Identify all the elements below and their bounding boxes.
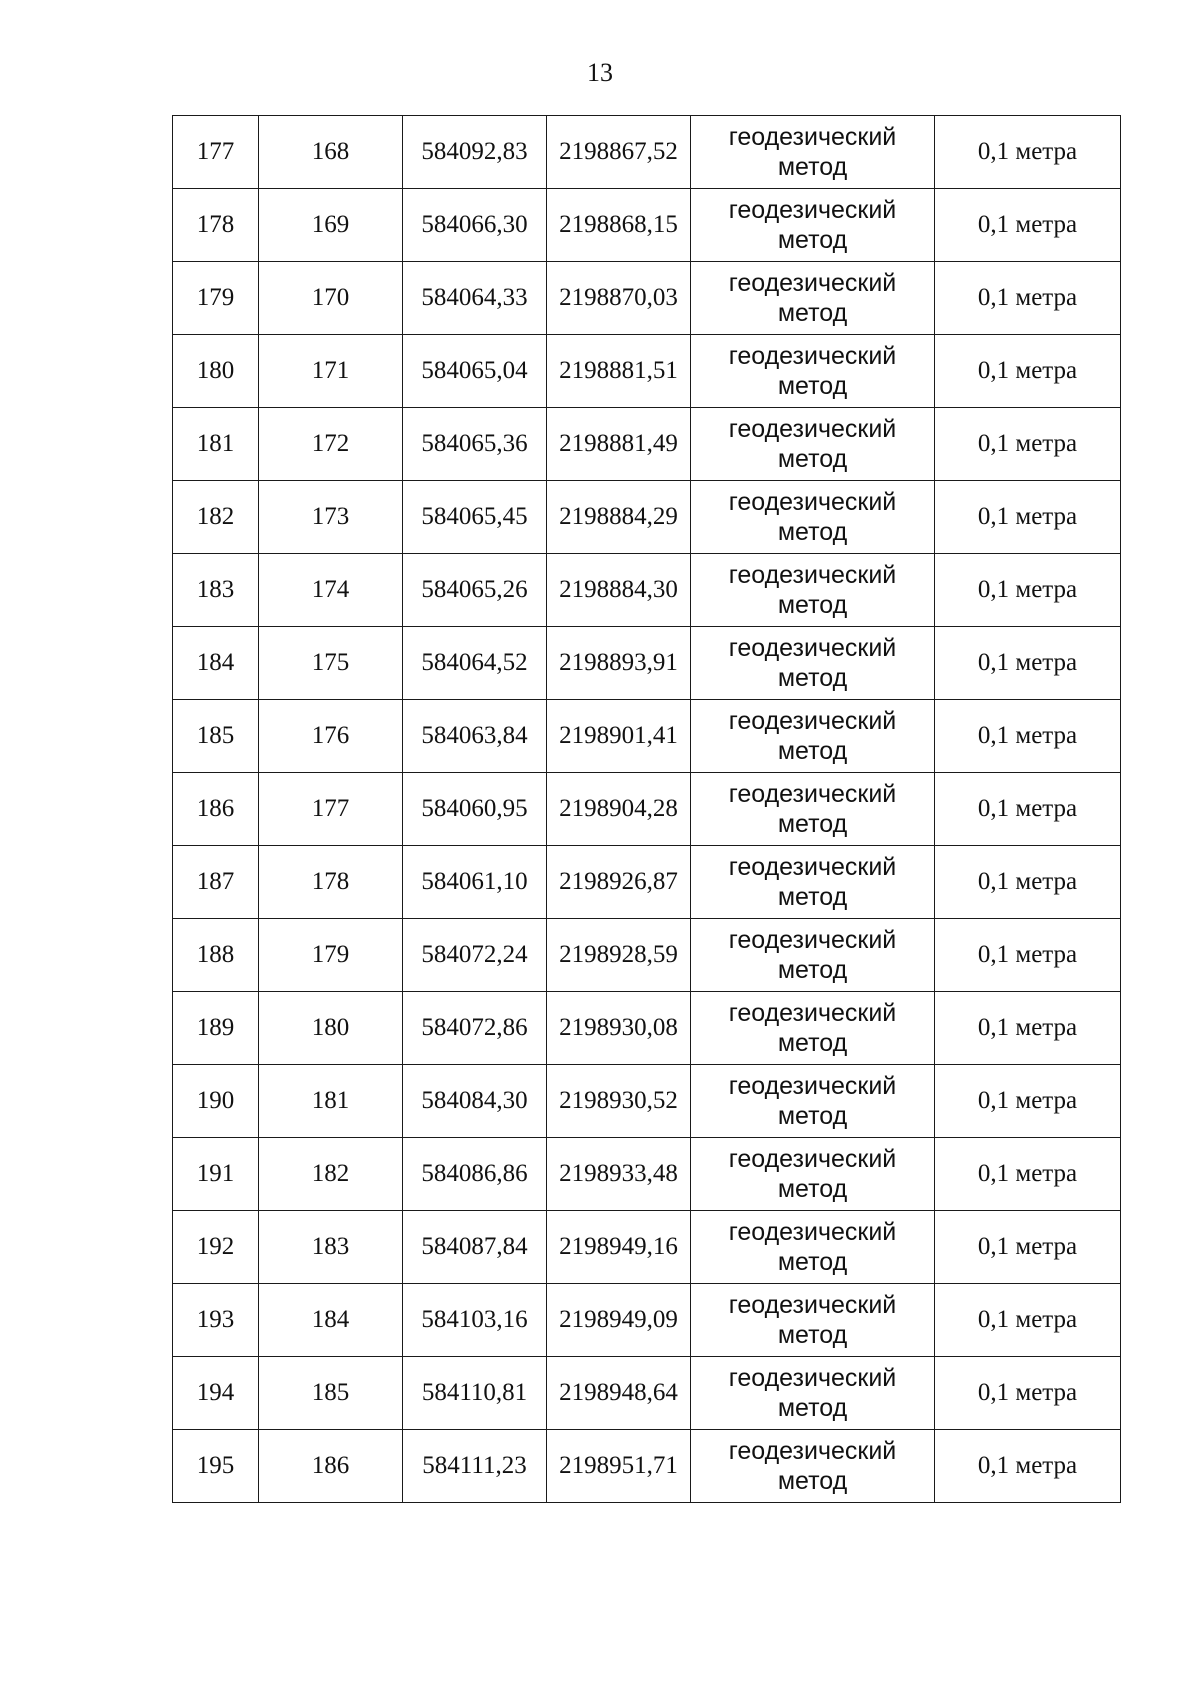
y-coordinate-cell: 2198951,71 [547, 1430, 691, 1503]
method-cell [691, 408, 935, 481]
method-text: метод [777, 1321, 848, 1349]
coordinates-table [172, 115, 1121, 1503]
method-cell [691, 481, 935, 554]
accuracy-cell: 0,1 метра [935, 1065, 1121, 1138]
x-coordinate-cell: 584084,30 [403, 1065, 547, 1138]
y-coordinate-cell: 2198926,87 [547, 846, 691, 919]
accuracy-cell: 0,1 метра [935, 700, 1121, 773]
accuracy-cell: 0,1 метра [935, 1357, 1121, 1430]
table-row [173, 846, 1121, 919]
row-number-cell: 189 [173, 992, 259, 1065]
method-cell [691, 919, 935, 992]
method-text: геодезический [728, 1364, 897, 1392]
method-cell [691, 189, 935, 262]
method-text: метод [777, 591, 848, 619]
y-coordinate-cell: 2198904,28 [547, 773, 691, 846]
point-number-cell: 171 [259, 335, 403, 408]
row-number-cell: 188 [173, 919, 259, 992]
y-coordinate-cell: 2198949,16 [547, 1211, 691, 1284]
accuracy-cell: 0,1 метра [935, 627, 1121, 700]
method-cell [691, 262, 935, 335]
row-number-cell: 185 [173, 700, 259, 773]
method-text: геодезический [728, 1072, 897, 1100]
method-text: метод [777, 1394, 848, 1422]
table-row [173, 700, 1121, 773]
x-coordinate-cell: 584111,23 [403, 1430, 547, 1503]
x-coordinate-cell: 584086,86 [403, 1138, 547, 1211]
table-row [173, 262, 1121, 335]
method-cell [691, 554, 935, 627]
row-number-cell: 181 [173, 408, 259, 481]
table-row [173, 481, 1121, 554]
y-coordinate-cell: 2198928,59 [547, 919, 691, 992]
method-text: геодезический [728, 853, 897, 881]
method-cell [691, 116, 935, 189]
x-coordinate-cell: 584072,24 [403, 919, 547, 992]
row-number-cell: 195 [173, 1430, 259, 1503]
method-cell [691, 1065, 935, 1138]
row-number-cell: 180 [173, 335, 259, 408]
point-number-cell: 185 [259, 1357, 403, 1430]
x-coordinate-cell: 584065,36 [403, 408, 547, 481]
row-number-cell: 179 [173, 262, 259, 335]
x-coordinate-cell: 584066,30 [403, 189, 547, 262]
accuracy-cell: 0,1 метра [935, 262, 1121, 335]
accuracy-cell: 0,1 метра [935, 846, 1121, 919]
y-coordinate-cell: 2198867,52 [547, 116, 691, 189]
accuracy-cell: 0,1 метра [935, 773, 1121, 846]
method-text: геодезический [728, 1145, 897, 1173]
point-number-cell: 179 [259, 919, 403, 992]
table-row [173, 773, 1121, 846]
method-text: метод [777, 1248, 848, 1276]
accuracy-cell: 0,1 метра [935, 481, 1121, 554]
table-row [173, 1357, 1121, 1430]
point-number-cell: 168 [259, 116, 403, 189]
method-cell [691, 1357, 935, 1430]
x-coordinate-cell: 584087,84 [403, 1211, 547, 1284]
table-row [173, 335, 1121, 408]
y-coordinate-cell: 2198893,91 [547, 627, 691, 700]
accuracy-cell: 0,1 метра [935, 1430, 1121, 1503]
method-cell [691, 846, 935, 919]
method-text: геодезический [728, 926, 897, 954]
method-text: геодезический [728, 1437, 897, 1465]
table-row [173, 408, 1121, 481]
y-coordinate-cell: 2198948,64 [547, 1357, 691, 1430]
row-number-cell: 192 [173, 1211, 259, 1284]
method-cell [691, 700, 935, 773]
row-number-cell: 186 [173, 773, 259, 846]
x-coordinate-cell: 584064,52 [403, 627, 547, 700]
table-row [173, 627, 1121, 700]
method-text: геодезический [728, 342, 897, 370]
method-cell [691, 992, 935, 1065]
method-text: метод [777, 810, 848, 838]
table-row [173, 1138, 1121, 1211]
method-cell [691, 1284, 935, 1357]
method-text: метод [777, 1175, 848, 1203]
y-coordinate-cell: 2198881,51 [547, 335, 691, 408]
accuracy-cell: 0,1 метра [935, 189, 1121, 262]
x-coordinate-cell: 584092,83 [403, 116, 547, 189]
method-text: геодезический [728, 123, 897, 151]
row-number-cell: 182 [173, 481, 259, 554]
table-row [173, 1430, 1121, 1503]
point-number-cell: 180 [259, 992, 403, 1065]
row-number-cell: 190 [173, 1065, 259, 1138]
table-row [173, 189, 1121, 262]
accuracy-cell: 0,1 метра [935, 1211, 1121, 1284]
x-coordinate-cell: 584103,16 [403, 1284, 547, 1357]
accuracy-cell: 0,1 метра [935, 919, 1121, 992]
method-text: метод [777, 226, 848, 254]
method-text: метод [777, 737, 848, 765]
method-text: геодезический [728, 634, 897, 662]
accuracy-cell: 0,1 метра [935, 1284, 1121, 1357]
table-row [173, 116, 1121, 189]
x-coordinate-cell: 584065,45 [403, 481, 547, 554]
y-coordinate-cell: 2198949,09 [547, 1284, 691, 1357]
table-row [173, 1211, 1121, 1284]
table-row [173, 1065, 1121, 1138]
x-coordinate-cell: 584064,33 [403, 262, 547, 335]
method-text: геодезический [728, 1218, 897, 1246]
y-coordinate-cell: 2198868,15 [547, 189, 691, 262]
method-text: метод [777, 1102, 848, 1130]
y-coordinate-cell: 2198884,30 [547, 554, 691, 627]
accuracy-cell: 0,1 метра [935, 335, 1121, 408]
method-text: геодезический [728, 707, 897, 735]
method-cell [691, 627, 935, 700]
row-number-cell: 177 [173, 116, 259, 189]
row-number-cell: 191 [173, 1138, 259, 1211]
method-text: метод [777, 956, 848, 984]
method-text: метод [777, 664, 848, 692]
row-number-cell: 183 [173, 554, 259, 627]
x-coordinate-cell: 584065,26 [403, 554, 547, 627]
accuracy-cell: 0,1 метра [935, 408, 1121, 481]
x-coordinate-cell: 584061,10 [403, 846, 547, 919]
accuracy-cell: 0,1 метра [935, 992, 1121, 1065]
point-number-cell: 170 [259, 262, 403, 335]
point-number-cell: 175 [259, 627, 403, 700]
y-coordinate-cell: 2198881,49 [547, 408, 691, 481]
point-number-cell: 178 [259, 846, 403, 919]
x-coordinate-cell: 584072,86 [403, 992, 547, 1065]
method-cell [691, 1138, 935, 1211]
method-text: геодезический [728, 415, 897, 443]
point-number-cell: 173 [259, 481, 403, 554]
y-coordinate-cell: 2198870,03 [547, 262, 691, 335]
page-number: 13 [587, 58, 613, 87]
y-coordinate-cell: 2198930,52 [547, 1065, 691, 1138]
method-cell [691, 773, 935, 846]
point-number-cell: 169 [259, 189, 403, 262]
method-text: геодезический [728, 780, 897, 808]
method-text: метод [777, 445, 848, 473]
row-number-cell: 178 [173, 189, 259, 262]
row-number-cell: 193 [173, 1284, 259, 1357]
method-cell [691, 335, 935, 408]
y-coordinate-cell: 2198901,41 [547, 700, 691, 773]
accuracy-cell: 0,1 метра [935, 554, 1121, 627]
point-number-cell: 181 [259, 1065, 403, 1138]
method-text: геодезический [728, 196, 897, 224]
point-number-cell: 172 [259, 408, 403, 481]
y-coordinate-cell: 2198933,48 [547, 1138, 691, 1211]
point-number-cell: 182 [259, 1138, 403, 1211]
table-row [173, 554, 1121, 627]
y-coordinate-cell: 2198884,29 [547, 481, 691, 554]
point-number-cell: 183 [259, 1211, 403, 1284]
method-cell [691, 1430, 935, 1503]
y-coordinate-cell: 2198930,08 [547, 992, 691, 1065]
table-row [173, 919, 1121, 992]
x-coordinate-cell: 584060,95 [403, 773, 547, 846]
method-text: геодезический [728, 269, 897, 297]
point-number-cell: 184 [259, 1284, 403, 1357]
x-coordinate-cell: 584110,81 [403, 1357, 547, 1430]
point-number-cell: 177 [259, 773, 403, 846]
method-text: геодезический [728, 488, 897, 516]
point-number-cell: 176 [259, 700, 403, 773]
method-text: метод [777, 1467, 848, 1495]
method-text: геодезический [728, 561, 897, 589]
method-text: метод [777, 299, 848, 327]
table-row [173, 992, 1121, 1065]
row-number-cell: 184 [173, 627, 259, 700]
point-number-cell: 186 [259, 1430, 403, 1503]
method-text: метод [777, 153, 848, 181]
method-text: метод [777, 518, 848, 546]
x-coordinate-cell: 584065,04 [403, 335, 547, 408]
accuracy-cell: 0,1 метра [935, 116, 1121, 189]
table-row [173, 1284, 1121, 1357]
method-text: метод [777, 883, 848, 911]
method-text: метод [777, 1029, 848, 1057]
accuracy-cell: 0,1 метра [935, 1138, 1121, 1211]
row-number-cell: 194 [173, 1357, 259, 1430]
point-number-cell: 174 [259, 554, 403, 627]
method-text: метод [777, 372, 848, 400]
x-coordinate-cell: 584063,84 [403, 700, 547, 773]
table-body [173, 116, 1121, 1503]
method-cell [691, 1211, 935, 1284]
method-text: геодезический [728, 999, 897, 1027]
method-text: геодезический [728, 1291, 897, 1319]
row-number-cell: 187 [173, 846, 259, 919]
